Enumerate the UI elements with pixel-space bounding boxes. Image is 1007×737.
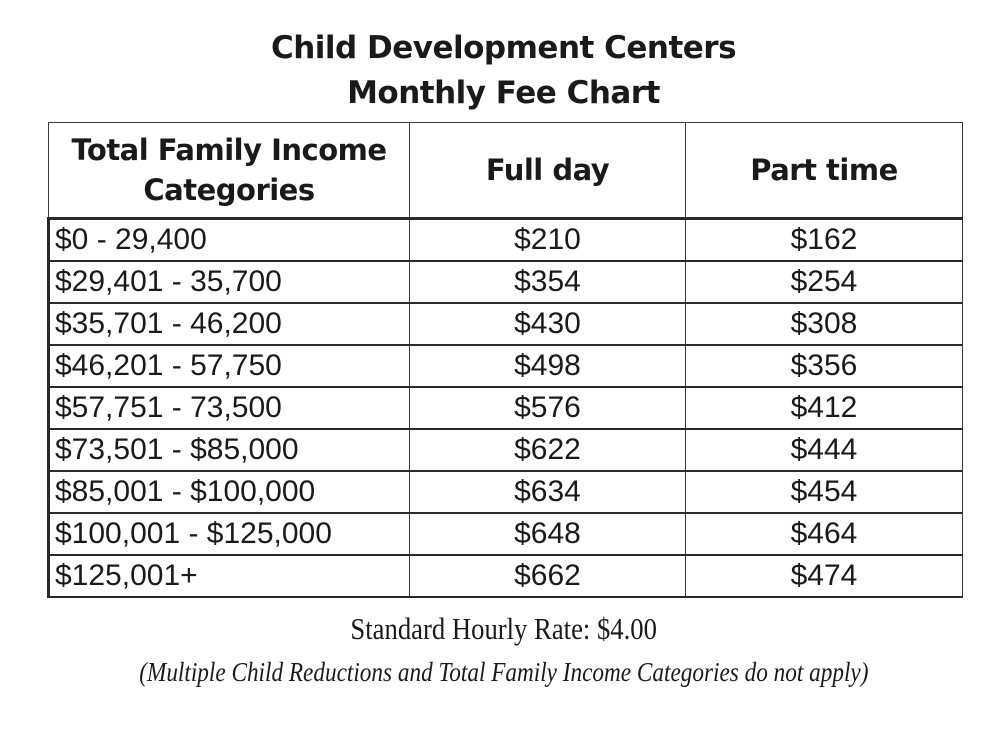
- chart-subtitle: Monthly Fee Chart: [347, 75, 660, 111]
- footnote: (Multiple Child Reductions and Total Family Income Categories do not apply): [139, 657, 869, 687]
- income-column-header: Total Family Income Categories: [49, 123, 410, 219]
- part-time-fee-cell: $454: [686, 471, 963, 513]
- part-time-fee-cell: $464: [686, 513, 963, 555]
- income-cell: $125,001+: [49, 555, 410, 597]
- part-time-fee-cell: $444: [686, 429, 963, 471]
- full-day-fee-cell: $430: [410, 303, 686, 345]
- table-row: [49, 219, 963, 262]
- full-day-fee-cell: $354: [410, 261, 686, 303]
- chart-title: Child Development Centers: [270, 30, 737, 66]
- part-time-column-header: Part time: [686, 123, 963, 219]
- full-day-fee-cell: $210: [410, 219, 686, 262]
- table-row: [49, 471, 963, 513]
- part-time-fee-cell: $412: [686, 387, 963, 429]
- table-row: [49, 303, 963, 345]
- table-row: [49, 261, 963, 303]
- full-day-column-header: Full day: [410, 123, 686, 219]
- full-day-fee-cell: $648: [410, 513, 686, 555]
- part-time-fee-cell: $356: [686, 345, 963, 387]
- income-cell: $0 - 29,400: [49, 219, 410, 262]
- part-time-fee-cell: $308: [686, 303, 963, 345]
- part-time-fee-cell: $254: [686, 261, 963, 303]
- table-row: [49, 513, 963, 555]
- full-day-fee-cell: $662: [410, 555, 686, 597]
- income-cell: $73,501 - $85,000: [49, 429, 410, 471]
- standard-hourly-rate: Standard Hourly Rate: $4.00: [350, 611, 657, 646]
- income-cell: $35,701 - 46,200: [49, 303, 410, 345]
- income-cell: $46,201 - 57,750: [49, 345, 410, 387]
- table-row: [49, 387, 963, 429]
- table-row: [49, 429, 963, 471]
- full-day-fee-cell: $634: [410, 471, 686, 513]
- full-day-fee-cell: $498: [410, 345, 686, 387]
- income-cell: $85,001 - $100,000: [49, 471, 410, 513]
- income-cell: $57,751 - 73,500: [49, 387, 410, 429]
- full-day-fee-cell: $622: [410, 429, 686, 471]
- part-time-fee-cell: $162: [686, 219, 963, 262]
- header-row: [49, 123, 963, 219]
- part-time-fee-cell: $474: [686, 555, 963, 597]
- table-row: [49, 555, 963, 597]
- fee-table: [47, 122, 963, 598]
- table-row: [49, 345, 963, 387]
- full-day-fee-cell: $576: [410, 387, 686, 429]
- income-cell: $100,001 - $125,000: [49, 513, 410, 555]
- income-cell: $29,401 - 35,700: [49, 261, 410, 303]
